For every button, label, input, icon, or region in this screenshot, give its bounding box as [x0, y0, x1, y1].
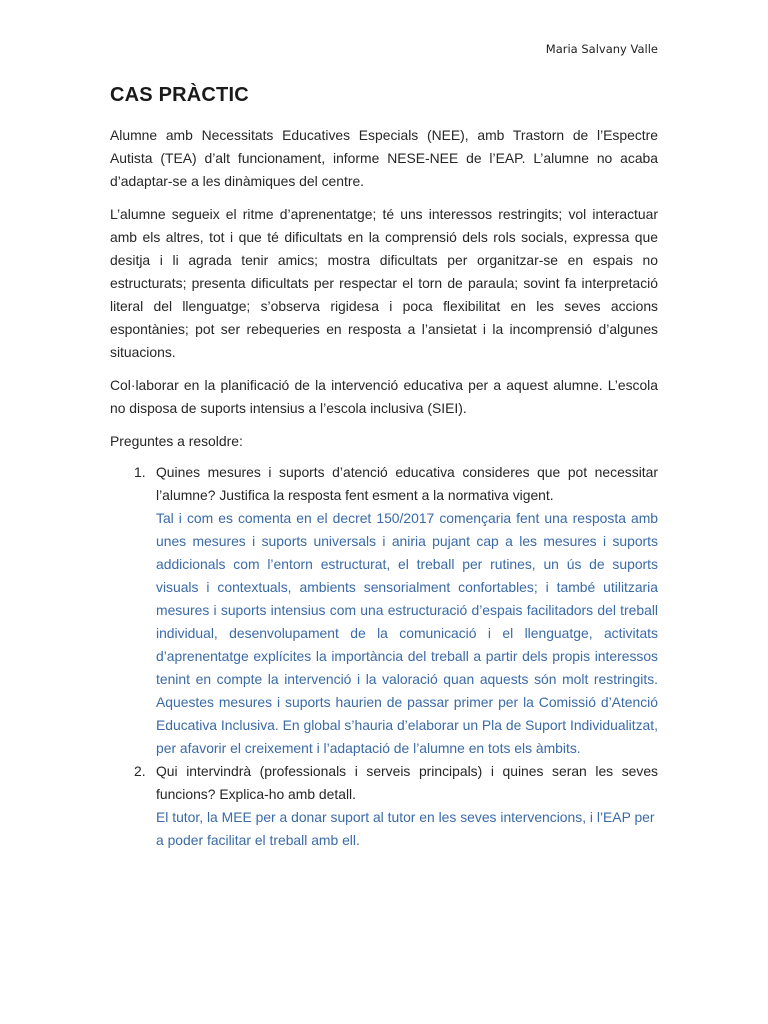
question-number: 1. — [134, 464, 146, 480]
questions-heading: Preguntes a resoldre: — [110, 433, 243, 449]
answer-text: Tal i com es comenta en el decret 150/2017 començaria fent una resposta amb unes mesures i suports universals i aniria pujant cap a les mesures i suports addicionals com l’entorn estructurat, el treball per rutines, un ús de suports visuals i contextuals, ambients sensorialment confortables; i també utilitzaria mesures i suports intensius com una estructuració d’espais facilitadors del treball individual, desenvolupament de la comunicació i el llenguatge, activitats d’aprenentatge explícites la importància del treball a partir dels propis interessos tenint en compte la intervenció i la valoració quan aquests són molt restringits. Aquestes mesures i suports haurien de passar primer per la Comissió d’Atenció Educativa Inclusiva. En global s’hauria d’elaborar un Pla de Suport Individualitzat, per afavorir el creixement i l’adaptació de l’alumne en tots els àmbits. — [156, 510, 658, 756]
question-number: 2. — [134, 763, 146, 779]
page-title: CAS PRÀCTIC — [110, 84, 249, 106]
question-text: Quines mesures i suports d’atenció educativa consideres que pot necessitar l’alumne? Justifica la resposta fent esment a la normativa vigent. — [156, 464, 658, 503]
question-item — [110, 461, 658, 760]
author-name: Maria Salvany Valle — [545, 42, 658, 56]
description-paragraph: L’alumne segueix el ritme d’aprenentatge; té uns interessos restringits; vol interactuar amb els altres, tot i que té dificultats en la comprensió dels rols socials, expressa que desitja i li agrada tenir amics; mostra dificultats per organitzar-se en espais no estructurats; presenta dificultats per respectar el torn de paraula; sovint fa interpretació literal del llenguatge; s’observa rigidesa i poca flexibilitat en les seves accions espontànies; pot ser rebequeries en resposta a l’ansietat i la incomprensió d’algunes situacions. — [110, 206, 658, 360]
document-body — [110, 124, 658, 852]
intro-paragraph: Alumne amb Necessitats Educatives Especials (NEE), amb Trastorn de l’Espectre Autista (TEA) d’alt funcionament, informe NESE-NEE de l’EAP. L’alumne no acaba d’adaptar-se a les dinàmiques del centre. — [110, 127, 658, 189]
task-paragraph: Col·laborar en la planificació de la intervenció educativa per a aquest alumne. L’escola no disposa de suports intensius a l’escola inclusiva (SIEI). — [110, 377, 658, 416]
answer-text: El tutor, la MEE per a donar suport al tutor en les seves intervencions, i l’EAP per a poder facilitar el treball amb ell. — [156, 809, 655, 848]
question-text: Qui intervindrà (professionals i serveis principals) i quines seran les seves funcions? Explica-ho amb detall. — [156, 763, 658, 802]
question-item — [110, 760, 658, 852]
questions-list — [110, 461, 658, 852]
